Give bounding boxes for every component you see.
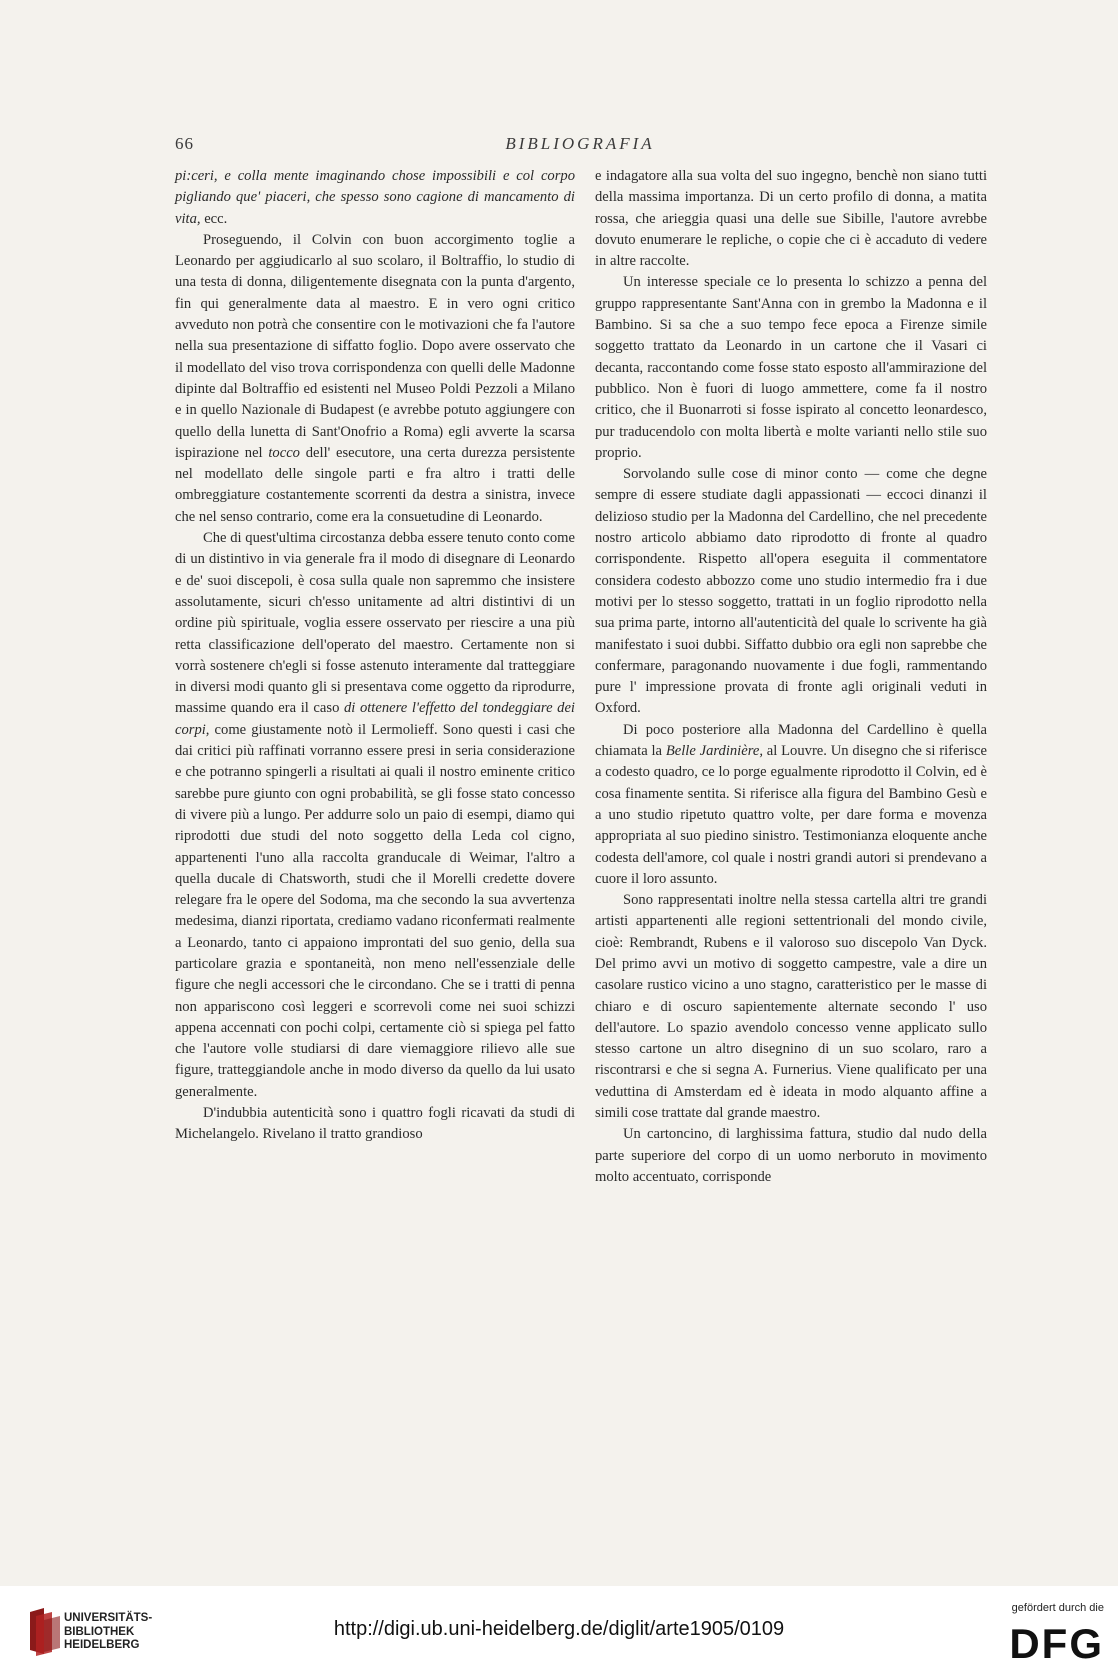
paragraph: e indagatore alla sua volta del suo ingegno, benchè non siano tutti della massima importanza. Di un certo profilo di donna, a matita rossa, che arieggia quasi una delle sue Sibille, l'autore avrebbe dovuto enumerare le repliche, o copie che ci è accaduto di vedere in altre raccolte. xyxy=(595,168,987,270)
paragraph: D'indubbia autenticità sono i quattro fogli ricavati da studi di Michelangelo. Rivelano il tratto grandioso xyxy=(175,1105,575,1143)
running-title: BIBLIOGRAFIA xyxy=(505,134,655,153)
footer-bar xyxy=(0,1586,1118,1676)
page-header xyxy=(175,134,985,164)
paragraph: Sorvolando sulle cose di minor conto — come che degne sempre di essere studiate dagli appassionati — eccoci dinanzi il delizioso studio per la Madonna del Cardellino, che nel precedente nostro articolo abbiamo dato riprodotto di fronte al quadro corrispondente. Rispetto all'opera eseguita il commentatore considera codesto abbozzo come uno studio intermedio fra i due motivi per lo stesso soggetto, trattati in un foglio riprodotto nella sua prima parte, intorno all'autenticità del quale lo scrivente ha già manifestato i suoi dubbi. Siffatto dubbio ora egli non saprebbe che confermare, paragonando nuovamente i due fogli, rammentando pure l' impressione provata di fronte agli originali veduti in Oxford. xyxy=(595,466,987,717)
permalink-url[interactable]: http://digi.ub.uni-heidelberg.de/diglit/arte1905/0109 xyxy=(333,1618,785,1640)
dfg-logo: DFG xyxy=(1009,1620,1104,1667)
library-name: UNIVERSITÄTS- BIBLIOTHEK HEIDELBERG xyxy=(64,1612,153,1651)
italic-quote: pi:ceri, e colla mente imaginando chose impossibili e col corpo pigliando que' piaceri, che spesso sono cagione di mancamento di vita, xyxy=(175,168,575,227)
page-number: 66 xyxy=(175,134,194,153)
left-column xyxy=(175,166,575,1146)
paragraph: pi:ceri, e colla mente imaginando chose impossibili e col corpo pigliando que' piaceri, che spesso sono cagione di mancamento di vita, ecc. xyxy=(175,168,575,227)
paragraph: Un interesse speciale ce lo presenta lo schizzo a penna del gruppo rappresentante Sant'Anna con in grembo la Madonna e il Bambino. Si sa che a suo tempo fece epoca a Firenze simile soggetto trattato da Leonardo in un cartone che il Vasari ci decanta, raccontando come fosse stato esposto all'ammirazione del pubblico. Non è fuori di luogo ammettere, come fa il nostro critico, che il Buonarroti si fosse ispirato al concetto leonardesco, pur traducendolo con molta libertà e molte varianti nello stile suo proprio. xyxy=(595,274,987,461)
paragraph: Di poco posteriore alla Madonna del Cardellino è quella chiamata la Belle Jardinière, al Louvre. Un disegno che si riferisce a codesto quadro, ce lo porge egualmente riprodotto il Colvin, ed è cosa finamente sentita. Si riferisce alla figura del Bambino Gesù e a uno studio ripetuto quattro volte, per dare forma e movenza appropriata al suo piedino sinistro. Testimonianza eloquente anche codesta dell'amore, col quale i nostri grandi autori si prendevano a cuore il loro assunto. xyxy=(595,721,988,887)
paragraph: Proseguendo, il Colvin con buon accorgimento toglie a Leonardo per aggiudicarlo al suo scolaro, il Boltraffio, lo studio di una testa di donna, diligentemente disegnata con la punta d'argento, fin qui generalmente data al maestro. E in vero ogni critico avveduto non potrà che consentire con le motivazioni che fa l'autore nella sua presentazione di siffatto foglio. Dopo avere osservato che il modellato del viso trova corrispondenza con quelli delle Madonne dipinte dal Boltraffio ed esistenti nel Museo Poldi Pezzoli a Milano e in quello Nazionale di Budapest (e avrebbe potuto aggiungere con quello della lunetta di Sant'Onofrio a Roma) egli avverte la scarsa ispirazione nel tocco dell' esecutore, una certa durezza persistente nel modellato delle singole parti e fra altro i tratti delle ombreggiature costantemente scorrenti da destra a sinistra, invece che nel senso contrario, come era la consuetudine di Leonardo. xyxy=(175,231,575,525)
right-column xyxy=(595,166,987,1188)
paragraph: Che di quest'ultima circostanza debba essere tenuto conto come di un distintivo in via generale fra il modo di disegnare di Leonardo e de' suoi discepoli, è cosa sulla quale non sapremmo che insistere assolutamente, sicuri ch'esso unitamente ad altri distintivi di un ordine più spirituale, voglia essere osservato per riescire a una più retta classificazione dell'operato del maestro. Certamente non si vorrà sostenere ch'egli si fosse astenuto interamente dal tratteggiare in diversi modi quanto gli si presentava come oggetto da riprodurre, massime quando era il caso di ottenere l'effetto del tondeggiare dei corpi, come giustamente notò il Lermolieff. Sono questi i casi che dai critici più raffinati vorranno essere presi in seria considerazione e che potranno spingerli a risultati ai quali il nostro eminente critico sarebbe pure giunto con ogni probabilità, se gli fosse stato concesso di vivere più a lungo. Per addurre solo un paio di esempi, diamo qui riprodotti due studi del noto soggetto della Leda col cigno, appartenenti l'uno alla raccolta granducale di Weimar, l'altro a quella ducale di Chatsworth, studi che il Morelli credette dovere relegare fra le opere del Sodoma, ma che secondo la sua avvertenza medesima, dianzi riportata, crediamo vadano riconfermati realmente a Leonardo, tanto ci appaiono improntati del suo genio, della sua particolare grazia e spontaneità, non meno nell'essenziale delle figure che negli accessori che le circondano. Che se i tratti di penna non appariscono così leggeri e scorrevoli come nei suoi schizzi appena accennati con pochi colpi, certamente ciò si spiega pel fatto che l'autore volle studiarsi di dare viemaggiore rilievo alle sue figure, tratteggiandole anche in modo diverso da quello da lui usato generalmente. xyxy=(175,530,575,1100)
funded-by-label: gefördert durch die xyxy=(1011,1602,1104,1614)
paragraph: Sono rappresentati inoltre nella stessa cartella altri tre grandi artisti appartenenti alle regioni settentrionali del mondo civile, cioè: Rembrandt, Rubens e il valoroso suo discepolo Van Dyck. Del primo avvi un motivo di soggetto campestre, vale a dire un casolare rustico vicino a uno stagno, caratteristico per le masse di chiaro e di oscuro sapientemente alternate secondo l' uso dell'autore. Lo spazio avendolo concesso venne applicato sullo stesso cartone un altro disegnino di un suo scolaro, raro a riscontrarsi e che si segna A. Furnerius. Viene qualificato per una veduttina di Amsterdam ed è ideata in modo alquanto affine a simili cose trattate dal grande maestro. xyxy=(595,892,987,1122)
paragraph: Un cartoncino, di larghissima fattura, studio dal nudo della parte superiore del corpo di un uomo nerboruto in movimento molto accentuato, corrisponde xyxy=(595,1126,987,1185)
